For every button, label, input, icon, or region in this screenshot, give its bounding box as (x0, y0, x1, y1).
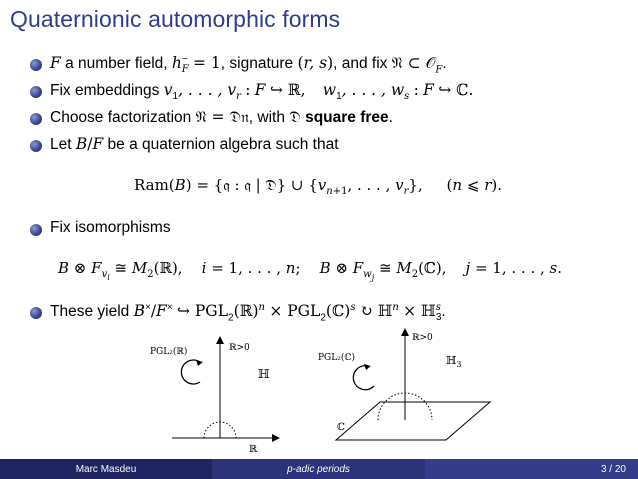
left-axis-top-label: ℝ>0 (229, 343, 250, 353)
bullet-3-marker (30, 113, 42, 125)
slide-title: Quaternionic automorphic forms (10, 6, 341, 32)
right-space-label: ℍ$_3$ (446, 354, 462, 369)
left-axis-bottom-label: ℝ (249, 444, 258, 455)
bullet-1-text: F a number field, $h^-_F = 1$, signature (r, s), and fix 𝔑 ⊂ 𝒪$_F$. (50, 54, 447, 76)
bullet-6-text: These yield B×/F× ↪ $PGL_2(ℝ)^n$ × $PGL_2(ℂ)^s$ ↻ ℍ$^n$ × ℍ$^s_3$. (50, 302, 446, 324)
left-vertical-arrowhead (216, 336, 224, 344)
right-vertical-arrowhead (401, 328, 409, 336)
bullet-5-marker (30, 224, 42, 236)
isomorphisms-formula: B ⊗ $F_{v_i}$ ≅ $M_2(ℝ)$, i = 1, . . . , n; B ⊗ $F_{w_j}$ ≅ $M_2(ℂ)$, j = 1, . . . , s. (58, 259, 563, 282)
right-rotation-arrowhead (364, 364, 371, 370)
footer-title: p-adic periods (212, 459, 425, 479)
footer-bar (0, 459, 638, 479)
footer-author: Marc Masdeu (0, 459, 212, 479)
bullet-5-text: Fix isomorphisms (50, 219, 171, 236)
right-group-label: PGL₂(ℂ) (318, 353, 356, 363)
ramification-formula: Ram(B) = {𝔮 : 𝔮 | 𝔇} ∪ {$v_{n+1}$, . . . , $v_r$}, (n ⩽ r). (134, 176, 502, 197)
right-rotation-arrow (353, 366, 374, 390)
complex-plane (336, 402, 490, 440)
left-space-label: ℍ (258, 367, 270, 381)
bullet-4-text: Let B/F be a quaternion algebra such that (50, 135, 339, 153)
bullet-2-text: Fix embeddings $v_1$, . . . , $v_r$ : F ↪ ℝ, $w_1$, . . . , $w_s$ : F ↪ ℂ. (50, 81, 474, 103)
left-rotation-arrowhead (196, 360, 203, 366)
left-group-label: PGL₂(ℝ) (150, 347, 188, 357)
right-axis-top-label: ℝ>0 (412, 333, 433, 343)
right-plane-label: ℂ (337, 422, 345, 433)
left-horizontal-arrowhead (272, 434, 280, 442)
bullet-2-marker (30, 86, 42, 98)
bullet-3-text: Choose factorization 𝔑 = 𝔇𝔫, with 𝔇 square free. (50, 108, 393, 126)
bullet-4-marker (30, 140, 42, 152)
bullet-6-marker (30, 307, 42, 319)
footer-page-number: 3 / 20 (425, 459, 638, 479)
bullet-1-marker (30, 59, 42, 71)
upper-half-space-diagrams (0, 320, 638, 460)
